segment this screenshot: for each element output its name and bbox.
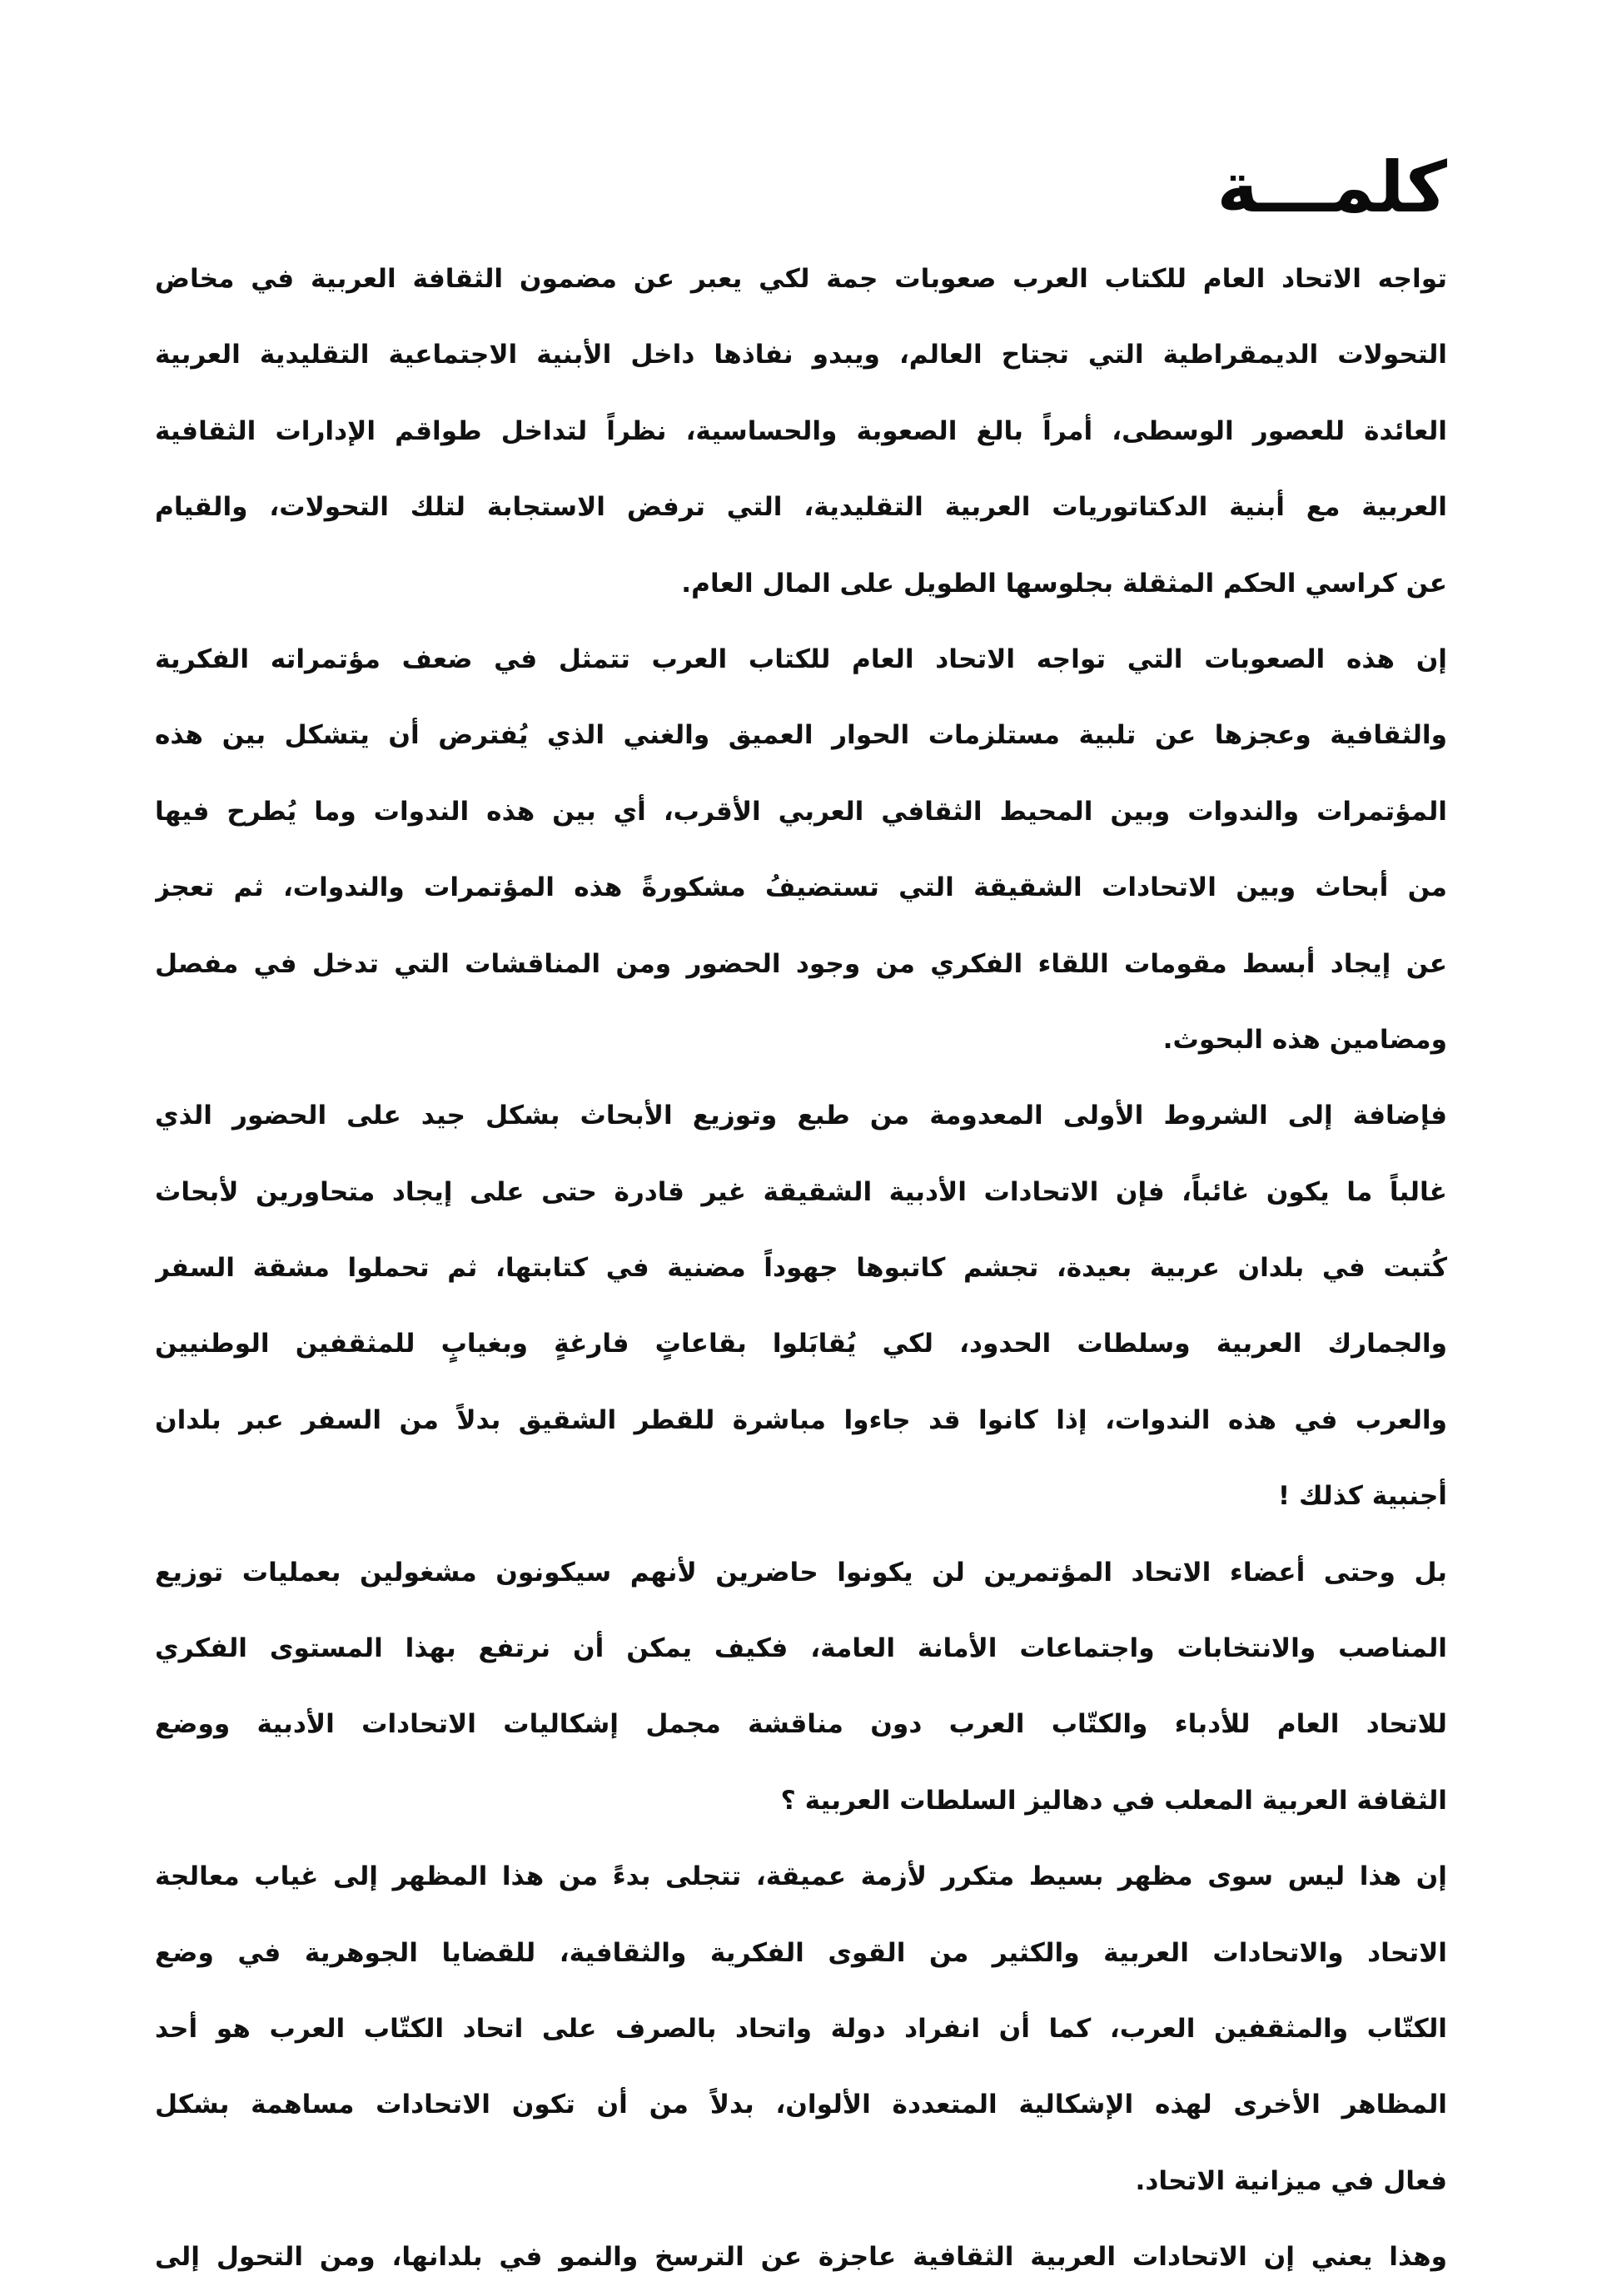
text-line: إن هذا ليس سوى مظهر بسيط متكرر لأزمة عميقة، تتجلى بدءً من هذا المظهر إلى غياب معالجة [155,1861,1447,1892]
text-line: وهذا يعني إن الاتحادات العربية الثقافية عاجزة عن الترسخ والنمو في بلدانها، ومن التحول إلى [155,2242,1447,2273]
article-body [155,241,1447,2296]
text-line: تواجه الاتحاد العام للكتاب العرب صعوبات جمة لكي يعبر عن مضمون الثقافة العربية في مخاض [155,264,1447,294]
text-line: إن هذه الصعوبات التي تواجه الاتحاد العام للكتاب العرب تتمثل في ضعف مؤتمراته الفكرية [155,644,1447,674]
text-line: والثقافية وعجزها عن تلبية مستلزمات الحوار العميق والغني الذي يُفترض أن يتشكل بين هذه [155,720,1447,751]
text-line: أجنبية كذلك ! [1277,1481,1447,1512]
text-line: والعرب في هذه الندوات، إذا كانوا قد جاءوا مباشرة للقطر الشقيق بدلاً من السفر عبر بلدان [155,1404,1447,1435]
text-line: فإضافة إلى الشروط الأولى المعدومة من طبع وتوزيع الأبحاث بشكل جيد على الحضور الذي [155,1101,1447,1131]
text-line: المظاهر الأخرى لهذه الإشكالية المتعددة الألوان، بدلاً من أن تكون الاتحادات مساهمة بشكل [155,2090,1447,2120]
text-line: عن كراسي الحكم المثقلة بجلوسها الطويل على المال العام. [681,568,1447,599]
text-line: المناصب والانتخابات واجتماعات الأمانة العامة، فكيف يمكن أن نرتفع بهذا المستوى الفكري [155,1633,1447,1664]
text-line: للاتحاد العام للأدباء والكتّاب العرب دون مناقشة مجمل إشكاليات الاتحادات الأدبية ووضع [155,1709,1447,1740]
text-line: بل وحتى أعضاء الاتحاد المؤتمرين لن يكونوا حاضرين لأنهم سيكونون مشغولين بعمليات توزيع [155,1557,1447,1588]
text-line: العربية مع أبنية الدكتاتوريات العربية التقليدية، التي ترفض الاستجابة لتلك التحولات، والقيام [155,492,1447,523]
text-line: الثقافة العربية المعلب في دهاليز السلطات العربية ؟ [780,1785,1447,1816]
text-line: غالباً ما يكون غائباً، فإن الاتحادات الأدبية الشقيقة غير قادرة حتى على إيجاد متحاورين لأبحاث [155,1176,1447,1207]
text-line: فعال في ميزانية الاتحاد. [1135,2165,1447,2196]
page-title: كلمـــة [1216,147,1447,228]
text-line: المؤتمرات والندوات وبين المحيط الثقافي العربي الأقرب، أي بين هذه الندوات وما يُطرح فيها [155,796,1447,827]
text-line: ومضامين هذه البحوث. [1162,1024,1447,1055]
text-line: والجمارك العربية وسلطات الحدود، لكي يُقابَلوا بقاعاتٍ فارغةٍ وبغيابٍ للمثقفين الوطنيين [155,1329,1447,1359]
text-line: العائدة للعصور الوسطى، أمراً بالغ الصعوبة والحساسية، نظراً لتداخل طواقم الإدارات الثقافية [155,415,1447,446]
text-line: التحولات الديمقراطية التي تجتاح العالم، ويبدو نفاذها داخل الأبنية الاجتماعية التقليدية العربية [155,340,1447,370]
text-line: الكتّاب والمثقفين العرب، كما أن انفراد دولة واتحاد بالصرف على اتحاد الكتّاب العرب هو أحد [155,2013,1447,2044]
text-line: الاتحاد والاتحادات العربية والكثير من القوى الفكرية والثقافية، للقضايا الجوهرية في وضع [155,1937,1447,1968]
text-line: كُتبت في بلدان عربية بعيدة، تجشم كاتبوها جهوداً مضنية في كتابتها، ثم تحملوا مشقة السفر [155,1253,1447,1284]
text-line: عن إيجاد أبسط مقومات اللقاء الفكري من وجود الحضور ومن المناقشات التي تدخل في مفصل [155,948,1447,979]
text-line: من أبحاث وبين الاتحادات الشقيقة التي تستضيفُ مشكورةً هذه المؤتمرات والندوات، ثم تعجز [155,872,1447,903]
